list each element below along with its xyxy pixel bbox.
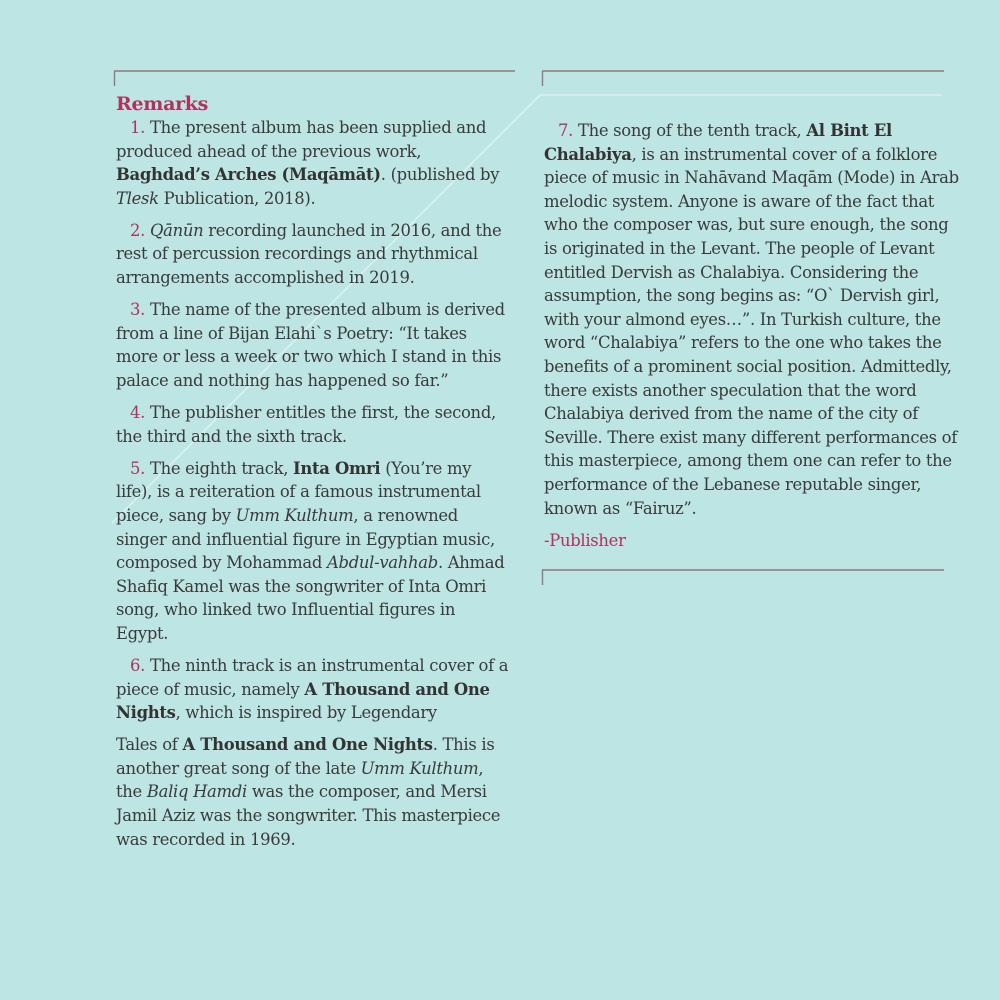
right-column <box>544 119 964 552</box>
remark-item <box>116 457 511 646</box>
remark-text: The present album has been supplied and produced ahead of the previous work, <box>116 118 487 161</box>
remark-number: 1. <box>130 118 146 137</box>
remark-number: 2. <box>130 220 146 240</box>
remark-text: , which is inspired by Legendary <box>175 703 437 723</box>
remark-item <box>116 219 511 290</box>
remark-text: The eighth track, <box>145 458 294 478</box>
remark-text: recording launched in 2016, and the rest of percussion recordings and rhythmical arrangements accomplished in 2019. <box>116 220 502 288</box>
bold-title: Inta Omri <box>293 458 381 478</box>
remark-item <box>116 654 511 725</box>
remark-text: (You’re my life), is a reiteration of a famous instrumental piece, sang by <box>116 458 481 525</box>
remark-text: , a renowned singer and influential figure in Egyptian music, composed by Mohammad <box>116 505 495 573</box>
publisher-signature: -Publisher <box>544 530 626 550</box>
remark-text: The publisher entitles the first, the second, the third and the sixth track. <box>116 403 496 446</box>
remark-text: . (published by <box>380 165 500 185</box>
italic-name: Abdul-vahhab <box>326 553 438 573</box>
remark-text: , is an instrumental cover of a folklore piece of music in Nahāvand Maqām (Mode) in Arab melodic system. Anyone is aware of the fact that who the composer was, but sure enough, the song is originated in the Levant. The people of Levant entitled Dervish as Chalabiya. Considering the assumption, the song begins as: “O` Dervish girl, with your almond eyes…”. In Turkish culture, the word “Chalabiya” refers to the one who takes the benefits of a prominent social position. Admittedly, there exists another speculation that the word Chalabiya derived from the name of the city of Seville. There exist many different performances of this masterpiece, among them one can refer to the performance of the Lebanese reputable singer, known as “Fairuz”. <box>544 144 959 518</box>
remark-text: Publication, 2018). <box>158 188 316 208</box>
bold-title: Al Bint El Chalabiya <box>544 121 892 164</box>
remark-item-continued <box>116 733 511 851</box>
remark-text: was the composer, and Mersi Jamil Aziz was the songwriter. This masterpiece was recorded in 1969. <box>116 782 501 849</box>
left-column <box>116 92 511 860</box>
remark-number: 3. <box>130 300 146 320</box>
top-left-rule <box>114 71 515 86</box>
remark-number: 5. <box>130 458 146 478</box>
bottom-right-rule <box>542 570 944 585</box>
remark-number: 7. <box>558 121 574 140</box>
remark-item <box>116 116 511 210</box>
top-right-rule <box>542 71 944 86</box>
remark-text: The name of the presented album is derived from a line of Bijan Elahi`s Poetry: “It takes more or less a week or two which I stand in this palace and nothing has happened so far.” <box>116 300 505 390</box>
remark-text: . Ahmad Shafiq Kamel was the songwriter of Inta Omri song, who linked two Influential figures in Egypt. <box>116 553 505 643</box>
remarks-heading: Remarks <box>116 93 209 115</box>
remark-item <box>116 401 511 448</box>
italic-name: Umm Kulthum <box>235 505 354 525</box>
bold-title: Baghdad’s Arches (Maqāmāt) <box>116 165 381 185</box>
remark-text: Tales of <box>116 735 183 755</box>
remark-item <box>116 298 511 392</box>
bold-title: A Thousand and One Nights <box>182 735 433 755</box>
remark-text: The ninth track is an instrumental cover of a piece of music, namely <box>116 655 509 699</box>
remark-text: The song of the tenth track, <box>573 121 807 140</box>
remark-item <box>544 119 964 520</box>
italic-name: Tlesk <box>116 188 159 208</box>
bold-title: A Thousand and One Nights <box>116 679 490 723</box>
remark-number: 4. <box>130 403 146 423</box>
italic-name: Umm Kulthum <box>360 758 479 778</box>
italic-name: Baliq Hamdi <box>146 782 247 802</box>
italic-name: Qānūn <box>149 220 204 240</box>
remark-number: 6. <box>130 655 146 675</box>
remark-text: , the <box>116 758 484 802</box>
remark-text: . This is another great song of the late <box>116 735 495 778</box>
